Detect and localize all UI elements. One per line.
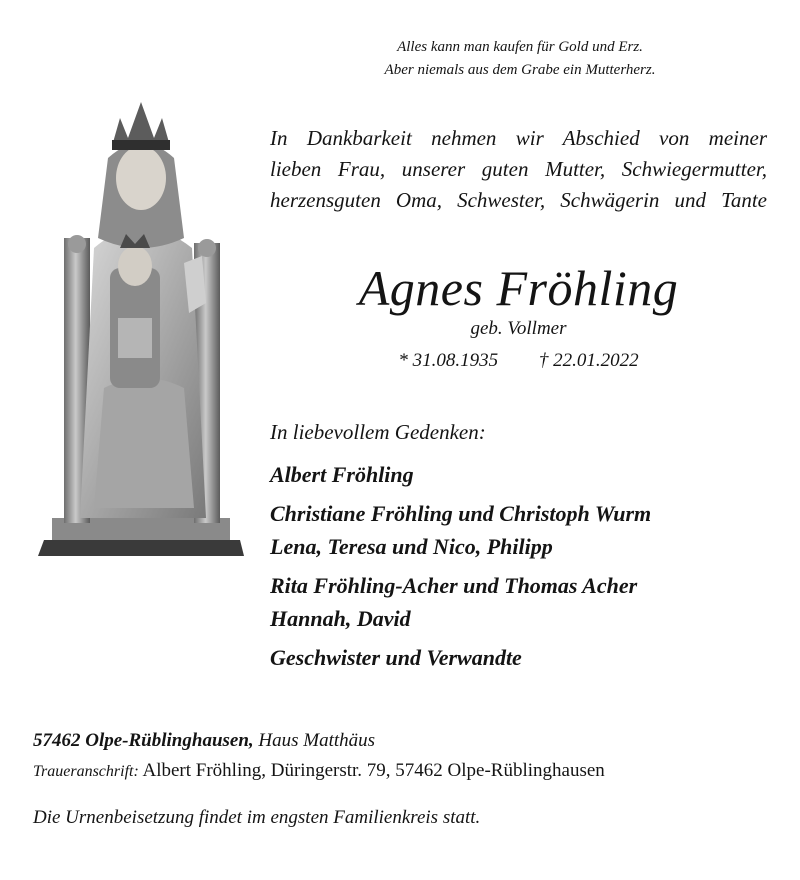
mourners-list xyxy=(270,458,770,680)
intro-line: In Dankbarkeit nehmen wir Abschied von meiner xyxy=(270,126,767,150)
mourning-address-line xyxy=(33,756,773,787)
mourner-line: Christiane Fröhling und Christoph Wurm xyxy=(270,501,652,526)
quote-line: Aber niemals aus dem Grabe ein Mutterherz. xyxy=(384,62,656,78)
mourner-line: Geschwister und Verwandte xyxy=(270,645,522,670)
mourner-line: Albert Fröhling xyxy=(270,462,414,487)
mourner-group xyxy=(270,458,770,491)
intro-line: herzensguten Oma, Schwester, Schwägerin und Tante xyxy=(270,188,767,212)
footer xyxy=(33,726,773,829)
birth-date: * 31.08.1935 xyxy=(398,350,499,371)
intro-text xyxy=(270,123,767,216)
deceased-name: Agnes Fröhling xyxy=(358,260,679,316)
mourner-group xyxy=(270,497,770,563)
mourner-line: Hannah, David xyxy=(270,606,411,631)
opening-quote xyxy=(330,36,710,82)
mourner-group xyxy=(270,641,770,674)
residence-house: Haus Matthäus xyxy=(258,730,376,751)
quote-line: Alles kann man kaufen für Gold und Erz. xyxy=(397,39,643,55)
urn-burial-note: Die Urnenbeisetzung findet im engsten Familienkreis statt. xyxy=(33,807,481,828)
death-date: † 22.01.2022 xyxy=(538,350,639,371)
mourner-line: Rita Fröhling-Acher und Thomas Acher xyxy=(270,573,638,598)
madonna-statue-icon xyxy=(34,88,248,566)
memory-label: In liebevollem Gedenken: xyxy=(270,420,486,444)
residence-line xyxy=(33,726,773,756)
mourner-line: Lena, Teresa und Nico, Philipp xyxy=(270,534,553,559)
mourning-address: Albert Fröhling, Düringerstr. 79, 57462 Olpe-Rüblinghausen xyxy=(142,760,605,781)
mourning-address-label: Traueranschrift: xyxy=(33,763,139,780)
life-dates xyxy=(270,350,767,372)
mourner-group xyxy=(270,569,770,635)
residence-place: 57462 Olpe-Rüblinghausen, xyxy=(33,730,254,751)
birth-name: geb. Vollmer xyxy=(470,318,567,339)
intro-line: lieben Frau, unserer guten Mutter, Schwiegermutter, xyxy=(270,157,767,181)
